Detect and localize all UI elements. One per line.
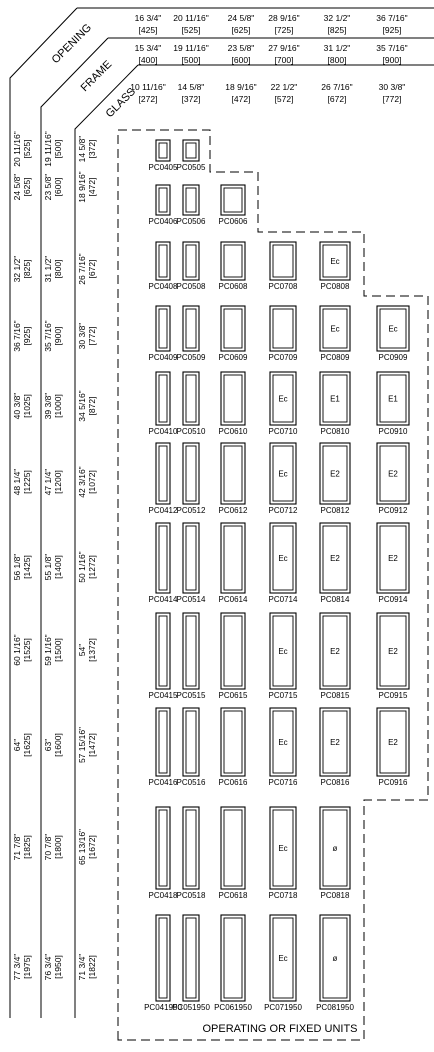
window-unit	[149, 185, 178, 226]
unit-type-label: Ec	[278, 738, 288, 747]
unit-code: PC0916	[378, 778, 408, 787]
window-unit	[219, 708, 248, 787]
unit-outer-frame	[221, 372, 245, 425]
row-opening-in: 32 1/2"	[12, 255, 22, 283]
col-opening-mm: [425]	[138, 25, 158, 35]
window-unit	[219, 613, 248, 700]
row-dimensions	[12, 131, 97, 980]
window-unit	[320, 523, 350, 604]
unit-code: PC0509	[176, 353, 206, 362]
row-opening-in: 77 3/4"	[12, 953, 22, 981]
unit-outer-frame	[270, 242, 296, 280]
unit-outer-frame	[183, 807, 199, 889]
unit-code: PC0712	[268, 506, 298, 515]
unit-type-label: Ec	[330, 257, 340, 266]
unit-code: PC0608	[218, 282, 248, 291]
window-unit	[320, 708, 350, 787]
unit-code: PC061950	[214, 1003, 252, 1012]
col-opening-in: 28 9/16"	[268, 13, 300, 23]
unit-code: PC0915	[378, 691, 408, 700]
window-unit	[377, 372, 409, 436]
unit-type-label: E2	[388, 469, 398, 479]
col-glass-mm: [272]	[138, 94, 158, 104]
unit-code: PC0606	[218, 217, 248, 226]
row-frame-in: 23 5/8"	[43, 173, 53, 201]
window-unit	[144, 915, 182, 1012]
row-frame-mm: [600]	[53, 177, 63, 197]
col-frame-mm: [700]	[274, 55, 294, 65]
row-opening-in: 20 11/16"	[12, 131, 22, 167]
row-glass-in: 14 5/8"	[77, 135, 87, 163]
unit-code: PC0614	[218, 595, 248, 604]
unit-outer-frame	[156, 443, 170, 504]
col-frame-in: 31 1/2"	[323, 43, 351, 53]
row-glass-in: 54"	[77, 643, 87, 657]
unit-code: PC0808	[320, 282, 350, 291]
row-frame-mm: [1000]	[53, 394, 63, 418]
row-frame-in: 59 1/16"	[43, 634, 53, 666]
col-opening-in: 20 11/16"	[173, 13, 209, 23]
unit-outer-frame	[156, 372, 170, 425]
row-opening-in: 40 3/8"	[12, 392, 22, 420]
unit-outer-frame	[221, 242, 245, 280]
unit-outer-frame	[183, 185, 199, 215]
unit-code: PC0615	[218, 691, 248, 700]
row-glass-in: 71 3/4"	[77, 953, 87, 981]
unit-code: PC0714	[268, 595, 298, 604]
unit-code: PC0610	[218, 427, 248, 436]
col-frame-in: 15 3/4"	[134, 43, 162, 53]
col-opening-in: 16 3/4"	[134, 13, 162, 23]
row-opening-in: 64"	[12, 738, 22, 752]
row-opening-mm: [1975]	[22, 955, 32, 979]
col-glass-mm: [472]	[231, 94, 251, 104]
unit-type-label: E2	[388, 647, 398, 656]
window-unit	[149, 306, 178, 362]
row-glass-mm: [1372]	[87, 638, 97, 662]
unit-type-label: Ec	[278, 647, 288, 656]
headers	[50, 22, 138, 120]
unit-outer-frame	[156, 915, 170, 1001]
unit-outer-frame	[221, 807, 245, 889]
unit-code: PC0515	[176, 691, 206, 700]
window-unit	[264, 915, 302, 1012]
window-unit	[377, 613, 409, 700]
row-opening-mm: [525]	[22, 139, 32, 159]
window-unit	[214, 915, 252, 1012]
row-opening-in: 48 1/4"	[12, 468, 22, 496]
unit-type-label: Ec	[278, 469, 288, 479]
unit-outer-frame	[183, 306, 199, 351]
unit-outer-frame	[183, 443, 199, 504]
col-opening-mm: [825]	[327, 25, 347, 35]
unit-code: PC0510	[176, 427, 206, 436]
unit-code: PC0709	[268, 353, 298, 362]
unit-outer-frame	[183, 708, 199, 776]
unit-type-label: Ec	[278, 954, 288, 963]
unit-outer-frame	[221, 523, 245, 593]
row-frame-in: 70 7/8"	[43, 833, 53, 861]
unit-type-label: E1	[330, 394, 340, 404]
column-dimensions	[130, 13, 407, 104]
row-frame-mm: [1950]	[53, 955, 63, 979]
unit-type-label: Ec	[330, 324, 340, 334]
glass-header: GLASS	[103, 85, 139, 121]
window-unit	[149, 372, 178, 436]
col-opening-mm: [725]	[274, 25, 294, 35]
unit-outer-frame	[183, 523, 199, 593]
unit-type-label: E2	[388, 554, 398, 563]
unit-code: PC0508	[176, 282, 206, 291]
row-frame-mm: [1800]	[53, 835, 63, 859]
row-frame-in: 19 11/16"	[43, 131, 53, 167]
col-glass-mm: [672]	[327, 94, 347, 104]
col-glass-in: 26 7/16"	[321, 82, 353, 92]
col-glass-in: 22 1/2"	[270, 82, 298, 92]
col-glass-in: 18 9/16"	[225, 82, 257, 92]
col-frame-mm: [600]	[231, 55, 251, 65]
row-glass-mm: [1472]	[87, 733, 97, 757]
col-glass-in: 14 5/8"	[177, 82, 205, 92]
row-opening-mm: [625]	[22, 177, 32, 197]
row-glass-in: 18 9/16"	[77, 171, 87, 203]
window-unit	[269, 306, 298, 362]
unit-code: PC071950	[264, 1003, 302, 1012]
window-unit	[177, 708, 206, 787]
unit-code: PC0716	[268, 778, 298, 787]
unit-code: PC051950	[172, 1003, 210, 1012]
unit-outer-frame	[221, 443, 245, 504]
row-opening-mm: [1025]	[22, 394, 32, 418]
window-unit	[177, 523, 206, 604]
window-unit	[320, 372, 350, 436]
window-unit	[219, 372, 248, 436]
row-opening-mm: [1525]	[22, 638, 32, 662]
window-unit	[377, 443, 409, 515]
row-glass-in: 57 15/16"	[77, 726, 87, 764]
footer-label: OPERATING OR FIXED UNITS	[202, 1023, 358, 1035]
row-glass-mm: [1072]	[87, 470, 97, 494]
col-frame-in: 23 5/8"	[227, 43, 255, 53]
window-unit	[149, 807, 178, 900]
col-glass-mm: [772]	[382, 94, 402, 104]
row-frame-in: 35 7/16"	[43, 320, 53, 352]
unit-code: PC0718	[268, 891, 298, 900]
col-opening-mm: [625]	[231, 25, 251, 35]
col-glass-mm: [572]	[274, 94, 294, 104]
unit-outer-frame	[183, 613, 199, 689]
frame-header: FRAME	[78, 58, 115, 95]
unit-code: PC0909	[378, 353, 408, 362]
window-unit	[177, 140, 206, 172]
unit-code: PC0910	[378, 427, 408, 436]
col-frame-in: 35 7/16"	[376, 43, 408, 53]
col-frame-in: 19 11/16"	[173, 43, 209, 53]
row-opening-mm: [825]	[22, 259, 32, 279]
unit-code: PC081950	[316, 1003, 354, 1012]
unit-code: PC0506	[176, 217, 206, 226]
unit-code: PC0609	[218, 353, 248, 362]
row-frame-in: 55 1/8"	[43, 553, 53, 581]
row-glass-mm: [1272]	[87, 555, 97, 579]
unit-code: PC0406	[148, 217, 178, 226]
window-unit	[219, 807, 248, 900]
row-glass-in: 42 3/16"	[77, 466, 87, 498]
unit-code: PC0414	[148, 595, 178, 604]
unit-code: PC0416	[148, 778, 178, 787]
row-opening-mm: [925]	[22, 326, 32, 346]
unit-type-label: Ec	[278, 844, 288, 853]
unit-outer-frame	[156, 306, 170, 351]
row-glass-in: 26 7/16"	[77, 253, 87, 285]
window-unit	[149, 140, 178, 172]
unit-outer-frame	[221, 613, 245, 689]
window-unit	[377, 306, 409, 362]
row-opening-in: 60 1/16"	[12, 634, 22, 666]
window-unit	[219, 443, 248, 515]
unit-outer-frame	[221, 185, 245, 215]
window-unit	[269, 613, 298, 700]
unit-type-label: ø	[332, 844, 338, 853]
row-frame-mm: [1600]	[53, 733, 63, 757]
unit-code: PC0409	[148, 353, 178, 362]
unit-code: PC0618	[218, 891, 248, 900]
col-frame-mm: [400]	[138, 55, 158, 65]
window-unit	[269, 708, 298, 787]
unit-code: PC0914	[378, 595, 408, 604]
unit-outer-frame	[221, 708, 245, 776]
row-frame-mm: [1500]	[53, 638, 63, 662]
window-unit	[269, 443, 298, 515]
row-frame-mm: [800]	[53, 259, 63, 279]
unit-type-label: E2	[330, 554, 340, 563]
window-unit	[269, 372, 298, 436]
unit-outer-frame	[221, 915, 245, 1001]
unit-code: PC0612	[218, 506, 248, 515]
unit-outer-frame	[156, 807, 170, 889]
row-glass-mm: [1822]	[87, 955, 97, 979]
row-opening-mm: [1625]	[22, 733, 32, 757]
row-glass-in: 34 5/16"	[77, 390, 87, 422]
row-frame-in: 63"	[43, 738, 53, 752]
col-frame-in: 27 9/16"	[268, 43, 300, 53]
row-opening-mm: [1225]	[22, 470, 32, 494]
unit-outer-frame	[156, 242, 170, 280]
row-opening-in: 36 7/16"	[12, 320, 22, 352]
unit-code: PC0408	[148, 282, 178, 291]
row-glass-mm: [672]	[87, 259, 97, 279]
unit-code: PC0812	[320, 506, 350, 515]
row-glass-mm: [372]	[87, 139, 97, 159]
unit-outer-frame	[221, 306, 245, 351]
row-frame-in: 31 1/2"	[43, 255, 53, 283]
unit-type-label: Ec	[278, 554, 288, 563]
unit-code: PC0516	[176, 778, 206, 787]
row-glass-in: 30 3/8"	[77, 322, 87, 350]
row-glass-in: 65 13/16"	[77, 828, 87, 866]
window-unit	[177, 613, 206, 700]
unit-type-label: ø	[332, 954, 338, 963]
unit-type-label: Ec	[388, 324, 398, 334]
row-frame-mm: [1400]	[53, 555, 63, 579]
unit-outer-frame	[270, 306, 296, 351]
row-opening-in: 71 7/8"	[12, 833, 22, 861]
row-glass-in: 50 1/16"	[77, 551, 87, 583]
unit-code: PC041950	[144, 1003, 182, 1012]
window-unit	[316, 915, 354, 1012]
window-unit	[177, 306, 206, 362]
row-glass-mm: [872]	[87, 396, 97, 416]
row-glass-mm: [772]	[87, 326, 97, 346]
row-frame-in: 76 3/4"	[43, 953, 53, 981]
unit-outer-frame	[183, 915, 199, 1001]
window-unit	[219, 523, 248, 604]
window-unit	[177, 242, 206, 291]
window-unit	[177, 185, 206, 226]
window-unit	[219, 185, 248, 226]
unit-code: PC0912	[378, 506, 408, 515]
unit-code: PC0816	[320, 778, 350, 787]
unit-code: PC0708	[268, 282, 298, 291]
row-frame-in: 39 3/8"	[43, 392, 53, 420]
unit-code: PC0405	[148, 163, 178, 172]
unit-code: PC0410	[148, 427, 178, 436]
window-unit	[149, 443, 178, 515]
window-unit	[219, 242, 248, 291]
unit-type-label: E2	[330, 738, 340, 747]
window-unit	[269, 807, 298, 900]
unit-code: PC0514	[176, 595, 206, 604]
col-frame-mm: [500]	[181, 55, 201, 65]
window-unit	[320, 807, 350, 900]
window-units	[144, 140, 409, 1012]
window-unit	[149, 242, 178, 291]
window-unit	[320, 443, 350, 515]
row-frame-mm: [500]	[53, 139, 63, 159]
opening-header: OPENING	[49, 21, 94, 67]
row-opening-in: 56 1/8"	[12, 553, 22, 581]
window-unit	[377, 523, 409, 604]
unit-code: PC0710	[268, 427, 298, 436]
window-unit	[269, 242, 298, 291]
col-opening-mm: [525]	[181, 25, 201, 35]
unit-code: PC0412	[148, 506, 178, 515]
unit-outer-frame	[156, 613, 170, 689]
row-frame-mm: [1200]	[53, 470, 63, 494]
unit-code: PC0809	[320, 353, 350, 362]
unit-type-label: E2	[330, 647, 340, 656]
col-frame-mm: [800]	[327, 55, 347, 65]
unit-type-label: E1	[388, 394, 398, 404]
unit-code: PC0810	[320, 427, 350, 436]
unit-code: PC0505	[176, 163, 206, 172]
unit-code: PC0616	[218, 778, 248, 787]
window-unit	[177, 443, 206, 515]
window-unit	[149, 613, 178, 700]
window-unit	[149, 708, 178, 787]
unit-outer-frame	[156, 708, 170, 776]
col-frame-mm: [900]	[382, 55, 402, 65]
window-unit	[177, 372, 206, 436]
col-opening-in: 24 5/8"	[227, 13, 255, 23]
glass-guide	[75, 65, 138, 1018]
window-unit	[149, 523, 178, 604]
unit-code: PC0418	[148, 891, 178, 900]
window-unit	[177, 807, 206, 900]
col-opening-in: 36 7/16"	[376, 13, 408, 23]
window-unit	[320, 242, 350, 291]
col-opening-in: 32 1/2"	[323, 13, 351, 23]
unit-outer-frame	[183, 372, 199, 425]
col-opening-mm: [925]	[382, 25, 402, 35]
row-opening-mm: [1425]	[22, 555, 32, 579]
unit-type-label: E2	[388, 738, 398, 747]
unit-code: PC0818	[320, 891, 350, 900]
row-frame-mm: [900]	[53, 326, 63, 346]
unit-outer-frame	[156, 523, 170, 593]
window-unit	[172, 915, 210, 1012]
unit-code: PC0715	[268, 691, 298, 700]
row-frame-in: 47 1/4"	[43, 468, 53, 496]
unit-code: PC0415	[148, 691, 178, 700]
row-glass-mm: [472]	[87, 177, 97, 197]
unit-code: PC0814	[320, 595, 350, 604]
unit-outer-frame	[156, 185, 170, 215]
window-unit	[377, 708, 409, 787]
unit-outer-frame	[183, 242, 199, 280]
unit-type-label: Ec	[278, 394, 288, 404]
window-unit	[219, 306, 248, 362]
col-glass-in: 30 3/8"	[378, 82, 406, 92]
unit-code: PC0815	[320, 691, 350, 700]
col-glass-in: 10 11/16"	[130, 82, 166, 92]
window-unit	[320, 613, 350, 700]
window-unit	[320, 306, 350, 362]
window-unit	[269, 523, 298, 604]
row-glass-mm: [1672]	[87, 835, 97, 859]
unit-code: PC0512	[176, 506, 206, 515]
row-opening-in: 24 5/8"	[12, 173, 22, 201]
col-glass-mm: [372]	[181, 94, 201, 104]
row-opening-mm: [1825]	[22, 835, 32, 859]
unit-code: PC0518	[176, 891, 206, 900]
unit-type-label: E2	[330, 469, 340, 479]
